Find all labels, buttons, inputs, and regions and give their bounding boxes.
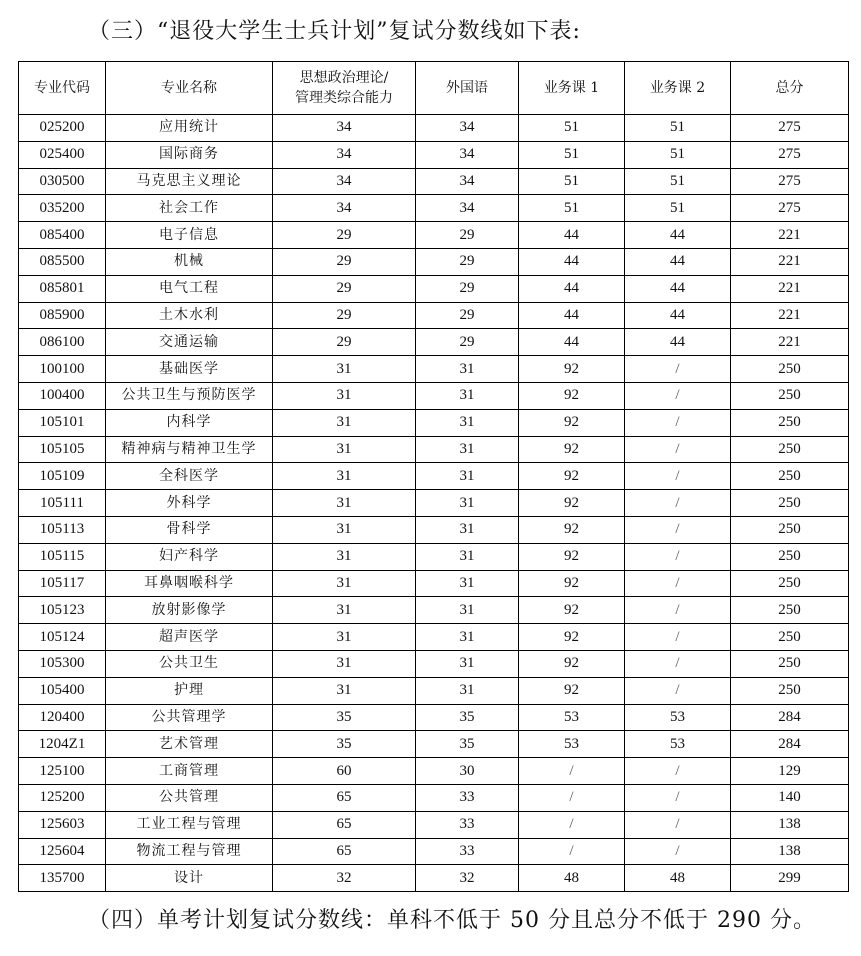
cell-foreign: 34 — [416, 141, 519, 168]
cell-politics: 31 — [273, 463, 416, 490]
cell-foreign: 29 — [416, 329, 519, 356]
cell-foreign: 31 — [416, 570, 519, 597]
cell-name: 应用统计 — [106, 115, 273, 142]
table-row — [19, 222, 849, 249]
cell-foreign: 29 — [416, 248, 519, 275]
cell-politics: 29 — [273, 275, 416, 302]
cell-politics: 32 — [273, 865, 416, 892]
table-row — [19, 275, 849, 302]
cell-name: 公共管理 — [106, 784, 273, 811]
cell-foreign: 33 — [416, 784, 519, 811]
cell-course2: / — [625, 516, 731, 543]
cell-code: 085500 — [19, 248, 106, 275]
cell-total: 250 — [731, 677, 849, 704]
cell-politics: 35 — [273, 704, 416, 731]
cell-total: 138 — [731, 811, 849, 838]
cell-course2: / — [625, 382, 731, 409]
cell-course2: 48 — [625, 865, 731, 892]
cell-foreign: 31 — [416, 490, 519, 517]
table-row — [19, 248, 849, 275]
cell-course2: 51 — [625, 115, 731, 142]
cell-name: 机械 — [106, 248, 273, 275]
cell-course2: / — [625, 543, 731, 570]
header-politics-line2: 管理类综合能力 — [295, 90, 393, 106]
table-row — [19, 356, 849, 383]
cell-code: 105111 — [19, 490, 106, 517]
cell-name: 放射影像学 — [106, 597, 273, 624]
cell-course2: / — [625, 463, 731, 490]
cell-total: 250 — [731, 543, 849, 570]
table-row — [19, 436, 849, 463]
cell-code: 105124 — [19, 624, 106, 651]
cell-total: 250 — [731, 624, 849, 651]
cell-course2: 44 — [625, 275, 731, 302]
cell-course1: 92 — [519, 356, 625, 383]
cell-name: 内科学 — [106, 409, 273, 436]
table-row — [19, 838, 849, 865]
cell-name: 马克思主义理论 — [106, 168, 273, 195]
cell-course2: / — [625, 650, 731, 677]
cell-course1: 92 — [519, 650, 625, 677]
cell-foreign: 31 — [416, 463, 519, 490]
cell-foreign: 29 — [416, 222, 519, 249]
table-row — [19, 490, 849, 517]
cell-course2: 44 — [625, 302, 731, 329]
cell-code: 125604 — [19, 838, 106, 865]
cell-course1: / — [519, 784, 625, 811]
cell-code: 120400 — [19, 704, 106, 731]
cell-code: 085400 — [19, 222, 106, 249]
table-row — [19, 382, 849, 409]
cell-course1: 44 — [519, 275, 625, 302]
cell-politics: 31 — [273, 516, 416, 543]
cell-course2: 44 — [625, 248, 731, 275]
cell-course1: 44 — [519, 329, 625, 356]
cell-course1: 92 — [519, 409, 625, 436]
cell-total: 250 — [731, 463, 849, 490]
header-code: 专业代码 — [19, 62, 106, 115]
cell-foreign: 33 — [416, 838, 519, 865]
table-row — [19, 650, 849, 677]
cell-total: 138 — [731, 838, 849, 865]
table-row — [19, 141, 849, 168]
cell-course2: 51 — [625, 168, 731, 195]
cell-total: 284 — [731, 731, 849, 758]
cell-course2: / — [625, 624, 731, 651]
cell-foreign: 32 — [416, 865, 519, 892]
table-row — [19, 409, 849, 436]
cell-code: 100400 — [19, 382, 106, 409]
cell-politics: 29 — [273, 222, 416, 249]
cell-course1: 51 — [519, 115, 625, 142]
score-table — [18, 61, 849, 892]
cell-politics: 35 — [273, 731, 416, 758]
cell-total: 250 — [731, 382, 849, 409]
table-row — [19, 329, 849, 356]
cell-course1: 92 — [519, 436, 625, 463]
cell-course1: 92 — [519, 677, 625, 704]
cell-course1: 51 — [519, 195, 625, 222]
table-row — [19, 543, 849, 570]
cell-total: 250 — [731, 597, 849, 624]
cell-politics: 29 — [273, 302, 416, 329]
cell-course2: 44 — [625, 329, 731, 356]
cell-politics: 31 — [273, 677, 416, 704]
cell-name: 设计 — [106, 865, 273, 892]
cell-foreign: 34 — [416, 195, 519, 222]
cell-name: 物流工程与管理 — [106, 838, 273, 865]
cell-politics: 34 — [273, 195, 416, 222]
header-foreign: 外国语 — [416, 62, 519, 115]
cell-course2: 51 — [625, 195, 731, 222]
cell-name: 工业工程与管理 — [106, 811, 273, 838]
header-total: 总分 — [731, 62, 849, 115]
cell-total: 221 — [731, 222, 849, 249]
cell-code: 125603 — [19, 811, 106, 838]
cell-politics: 65 — [273, 811, 416, 838]
cell-total: 221 — [731, 302, 849, 329]
cell-course2: / — [625, 597, 731, 624]
cell-course2: 51 — [625, 141, 731, 168]
cell-foreign: 31 — [416, 650, 519, 677]
cell-course2: / — [625, 409, 731, 436]
cell-course1: 92 — [519, 463, 625, 490]
cell-code: 105101 — [19, 409, 106, 436]
cell-name: 公共管理学 — [106, 704, 273, 731]
cell-name: 基础医学 — [106, 356, 273, 383]
cell-code: 105109 — [19, 463, 106, 490]
cell-course1: 51 — [519, 141, 625, 168]
cell-foreign: 29 — [416, 302, 519, 329]
cell-name: 电气工程 — [106, 275, 273, 302]
cell-politics: 60 — [273, 758, 416, 785]
cell-course1: 92 — [519, 570, 625, 597]
cell-course2: / — [625, 838, 731, 865]
cell-politics: 34 — [273, 141, 416, 168]
cell-name: 工商管理 — [106, 758, 273, 785]
cell-total: 275 — [731, 115, 849, 142]
header-politics-line1: 思想政治理论/ — [299, 70, 389, 86]
section-heading: （三）“退役大学生士兵计划”复试分数线如下表: — [88, 19, 581, 44]
cell-course2: 53 — [625, 731, 731, 758]
cell-course1: 92 — [519, 624, 625, 651]
cell-course1: / — [519, 811, 625, 838]
table-row — [19, 758, 849, 785]
cell-code: 085801 — [19, 275, 106, 302]
cell-foreign: 34 — [416, 168, 519, 195]
cell-name: 护理 — [106, 677, 273, 704]
cell-name: 社会工作 — [106, 195, 273, 222]
cell-total: 299 — [731, 865, 849, 892]
cell-code: 105400 — [19, 677, 106, 704]
cell-politics: 31 — [273, 570, 416, 597]
cell-foreign: 33 — [416, 811, 519, 838]
cell-foreign: 31 — [416, 624, 519, 651]
cell-course1: 48 — [519, 865, 625, 892]
cell-foreign: 35 — [416, 704, 519, 731]
cell-name: 妇产科学 — [106, 543, 273, 570]
cell-politics: 34 — [273, 115, 416, 142]
header-name: 专业名称 — [106, 62, 273, 115]
cell-code: 085900 — [19, 302, 106, 329]
cell-politics: 31 — [273, 624, 416, 651]
cell-total: 250 — [731, 436, 849, 463]
cell-politics: 31 — [273, 490, 416, 517]
cell-politics: 65 — [273, 838, 416, 865]
table-header-row — [19, 62, 849, 115]
cell-code: 100100 — [19, 356, 106, 383]
table-row — [19, 115, 849, 142]
cell-course1: / — [519, 838, 625, 865]
table-row — [19, 704, 849, 731]
cell-code: 105300 — [19, 650, 106, 677]
header-course2: 业务课 2 — [625, 62, 731, 115]
cell-foreign: 31 — [416, 436, 519, 463]
cell-code: 105113 — [19, 516, 106, 543]
cell-total: 221 — [731, 329, 849, 356]
cell-code: 105105 — [19, 436, 106, 463]
cell-foreign: 30 — [416, 758, 519, 785]
table-row — [19, 865, 849, 892]
cell-course2: / — [625, 758, 731, 785]
cell-name: 耳鼻咽喉科学 — [106, 570, 273, 597]
cell-politics: 31 — [273, 409, 416, 436]
cell-course1: 44 — [519, 302, 625, 329]
table-row — [19, 811, 849, 838]
cell-total: 129 — [731, 758, 849, 785]
cell-foreign: 34 — [416, 115, 519, 142]
cell-course1: 92 — [519, 597, 625, 624]
table-row — [19, 731, 849, 758]
cell-total: 250 — [731, 570, 849, 597]
cell-name: 骨科学 — [106, 516, 273, 543]
cell-total: 250 — [731, 516, 849, 543]
cell-course1: 92 — [519, 382, 625, 409]
cell-total: 221 — [731, 248, 849, 275]
cell-politics: 29 — [273, 329, 416, 356]
cell-name: 超声医学 — [106, 624, 273, 651]
cell-politics: 31 — [273, 543, 416, 570]
cell-code: 105117 — [19, 570, 106, 597]
cell-code: 025400 — [19, 141, 106, 168]
cell-foreign: 31 — [416, 516, 519, 543]
cell-course1: 92 — [519, 516, 625, 543]
cell-course2: / — [625, 490, 731, 517]
cell-code: 1204Z1 — [19, 731, 106, 758]
cell-name: 外科学 — [106, 490, 273, 517]
cell-course1: 92 — [519, 543, 625, 570]
table-row — [19, 516, 849, 543]
cell-foreign: 31 — [416, 677, 519, 704]
table-row — [19, 677, 849, 704]
cell-name: 公共卫生 — [106, 650, 273, 677]
cell-code: 105123 — [19, 597, 106, 624]
section-footer: （四）单考计划复试分数线：单科不低于 50 分且总分不低于 290 分。 — [88, 908, 816, 933]
cell-politics: 31 — [273, 436, 416, 463]
cell-course2: 53 — [625, 704, 731, 731]
cell-total: 250 — [731, 490, 849, 517]
cell-foreign: 31 — [416, 409, 519, 436]
table-row — [19, 195, 849, 222]
cell-course2: / — [625, 436, 731, 463]
cell-total: 250 — [731, 650, 849, 677]
cell-total: 250 — [731, 409, 849, 436]
cell-code: 105115 — [19, 543, 106, 570]
table-body — [19, 115, 849, 892]
cell-name: 交通运输 — [106, 329, 273, 356]
cell-code: 125200 — [19, 784, 106, 811]
cell-total: 275 — [731, 195, 849, 222]
cell-foreign: 31 — [416, 543, 519, 570]
cell-course1: 53 — [519, 704, 625, 731]
cell-politics: 34 — [273, 168, 416, 195]
cell-politics: 31 — [273, 597, 416, 624]
cell-total: 250 — [731, 356, 849, 383]
table-row — [19, 463, 849, 490]
cell-code: 135700 — [19, 865, 106, 892]
cell-code: 025200 — [19, 115, 106, 142]
cell-politics: 31 — [273, 382, 416, 409]
cell-course2: / — [625, 811, 731, 838]
cell-politics: 31 — [273, 650, 416, 677]
cell-course2: 44 — [625, 222, 731, 249]
cell-name: 土木水利 — [106, 302, 273, 329]
cell-course2: / — [625, 570, 731, 597]
cell-politics: 29 — [273, 248, 416, 275]
cell-total: 221 — [731, 275, 849, 302]
cell-code: 035200 — [19, 195, 106, 222]
cell-code: 086100 — [19, 329, 106, 356]
cell-code: 125100 — [19, 758, 106, 785]
cell-name: 全科医学 — [106, 463, 273, 490]
cell-code: 030500 — [19, 168, 106, 195]
cell-course1: 44 — [519, 222, 625, 249]
cell-course2: / — [625, 784, 731, 811]
cell-foreign: 31 — [416, 597, 519, 624]
cell-total: 140 — [731, 784, 849, 811]
cell-total: 284 — [731, 704, 849, 731]
cell-course2: / — [625, 677, 731, 704]
cell-foreign: 29 — [416, 275, 519, 302]
table-row — [19, 302, 849, 329]
cell-foreign: 31 — [416, 356, 519, 383]
cell-course2: / — [625, 356, 731, 383]
cell-name: 艺术管理 — [106, 731, 273, 758]
header-politics — [273, 62, 416, 115]
header-course1: 业务课 1 — [519, 62, 625, 115]
cell-total: 275 — [731, 168, 849, 195]
table-row — [19, 570, 849, 597]
table-row — [19, 168, 849, 195]
cell-name: 国际商务 — [106, 141, 273, 168]
cell-course1: 51 — [519, 168, 625, 195]
cell-course1: 92 — [519, 490, 625, 517]
cell-course1: 53 — [519, 731, 625, 758]
cell-foreign: 35 — [416, 731, 519, 758]
table-row — [19, 624, 849, 651]
cell-name: 公共卫生与预防医学 — [106, 382, 273, 409]
cell-name: 精神病与精神卫生学 — [106, 436, 273, 463]
cell-politics: 65 — [273, 784, 416, 811]
cell-course1: 44 — [519, 248, 625, 275]
cell-politics: 31 — [273, 356, 416, 383]
table-row — [19, 784, 849, 811]
table-row — [19, 597, 849, 624]
cell-name: 电子信息 — [106, 222, 273, 249]
cell-course1: / — [519, 758, 625, 785]
cell-total: 275 — [731, 141, 849, 168]
cell-foreign: 31 — [416, 382, 519, 409]
